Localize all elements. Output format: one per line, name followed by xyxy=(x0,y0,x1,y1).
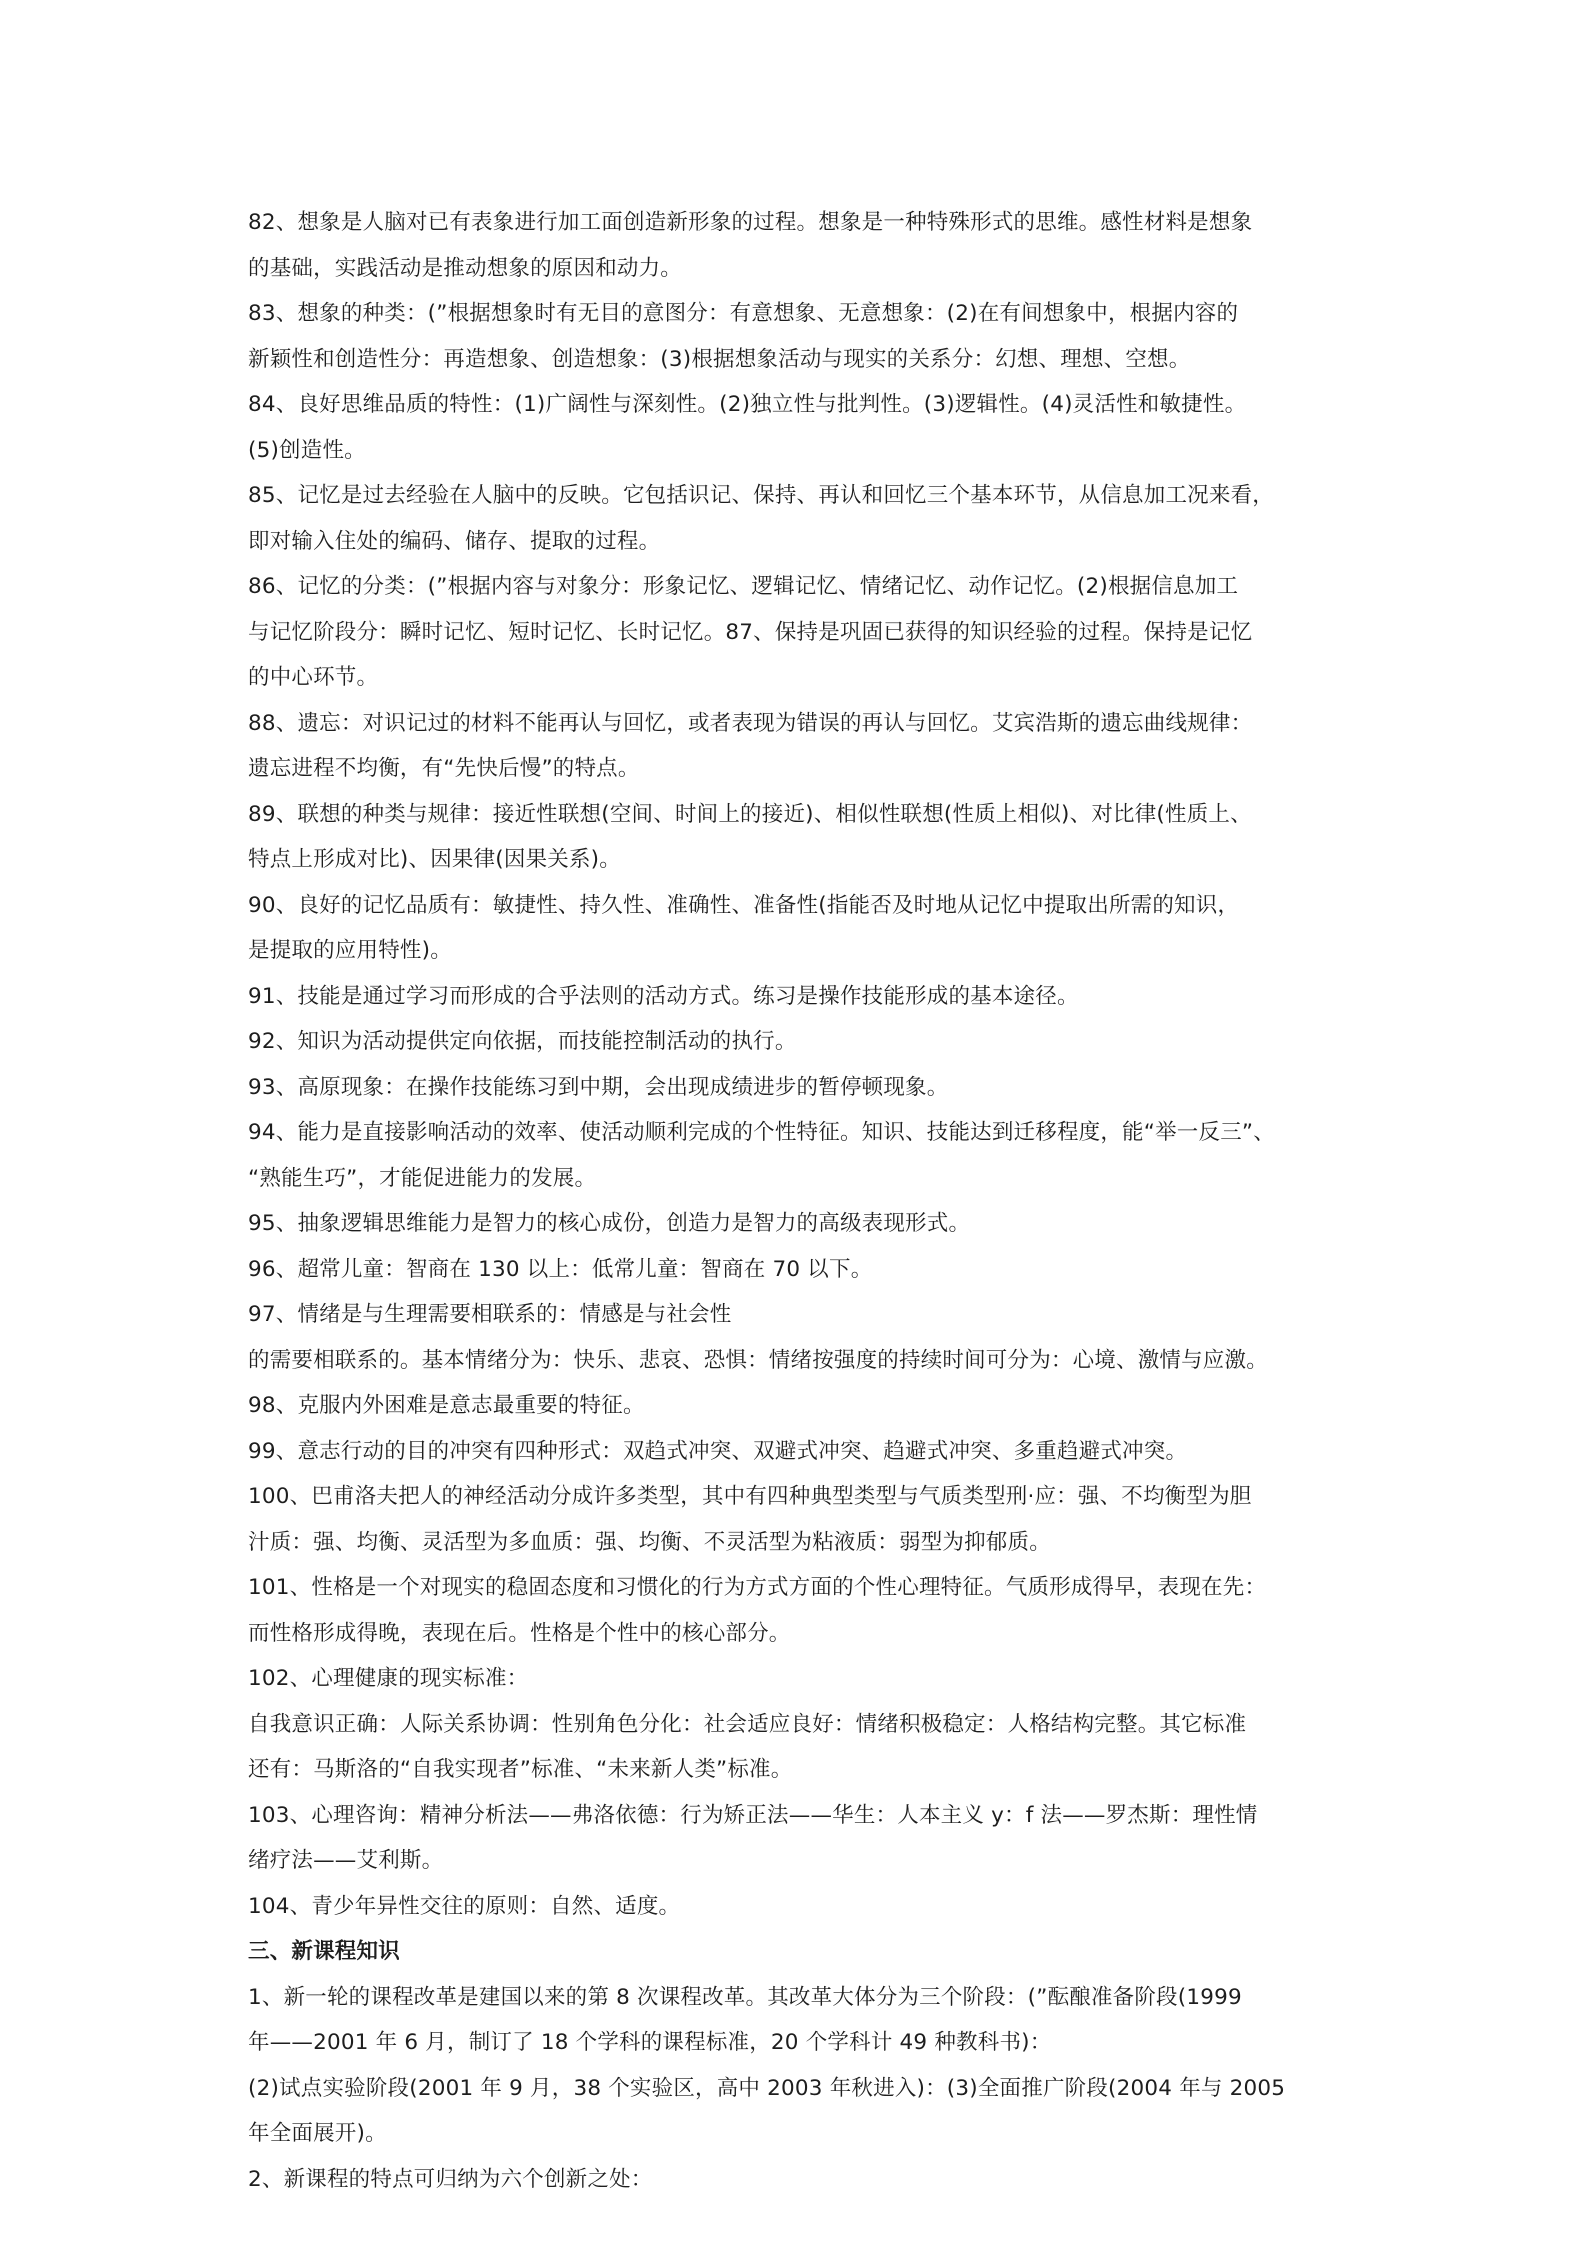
text-line: 的需要相联系的。基本情绪分为：快乐、悲哀、恐惧：情绪按强度的持续时间可分为：心境、激情与应激。 xyxy=(248,1347,1268,1373)
text-line: 95、抽象逻辑思维能力是智力的核心成份，创造力是智力的高级表现形式。 xyxy=(248,1211,971,1236)
text-line: 的基础，实践活动是推动想象的原因和动力。 xyxy=(248,255,683,281)
text-line: 98、克服内外困难是意志最重要的特征。 xyxy=(248,1393,645,1418)
text-line: 2、新课程的特点可归纳为六个创新之处： xyxy=(248,2166,653,2192)
text-line: 自我意识正确：人际关系协调：性别角色分化：社会适应良好：情绪积极稳定：人格结构完整。其它标准 xyxy=(248,1711,1247,1737)
text-line: 100、巴甫洛夫把人的神经活动分成许多类型，其中有四种典型类型与气质类型刑·应：强、不均衡型为胆 xyxy=(248,1484,1252,1509)
document-body xyxy=(248,200,1360,2202)
text-line: 与记忆阶段分：瞬时记忆、短时记忆、长时记忆。87、保持是巩固已获得的知识经验的过程。保持是记忆 xyxy=(248,619,1253,645)
text-line: 99、意志行动的目的冲突有四种形式：双趋式冲突、双避式冲突、趋避式冲突、多重趋避式冲突。 xyxy=(248,1438,1188,1464)
text-line: 102、心理健康的现实标准： xyxy=(248,1666,529,1691)
text-line: 1、新一轮的课程改革是建国以来的第 8 次课程改革。其改革大体分为三个阶段：(”酝酿准备阶段(1999 xyxy=(248,1984,1242,2010)
text-line: 92、知识为活动提供定向依据，而技能控制活动的执行。 xyxy=(248,1029,797,1054)
text-line: 还有：马斯洛的“自我实现者”标准、“未来新人类”标准。 xyxy=(248,1757,793,1782)
text-line: 94、能力是直接影响活动的效率、使活动顺利完成的个性特征。知识、技能达到迁移程度，能“举一反三”、 xyxy=(248,1120,1275,1145)
text-line: 而性格形成得晚，表现在后。性格是个性中的核心部分。 xyxy=(248,1620,791,1646)
text-line: 91、技能是通过学习而形成的合乎法则的活动方式。练习是操作技能形成的基本途径。 xyxy=(248,983,1079,1009)
text-line: 84、良好思维品质的特性：(1)广阔性与深刻性。(2)独立性与批判性。(3)逻辑性。(4)灵活性和敏捷性。 xyxy=(248,392,1247,417)
text-line: 遗忘进程不均衡，有“先快后慢”的特点。 xyxy=(248,756,640,781)
text-line: 绪疗法——艾利斯。 xyxy=(248,1848,444,1873)
section-heading: 三、新课程知识 xyxy=(248,1939,400,1964)
text-line: 93、高原现象：在操作技能练习到中期，会出现成绩进步的暂停顿现象。 xyxy=(248,1074,949,1100)
text-line: “熟能生巧”，才能促进能力的发展。 xyxy=(248,1165,597,1191)
text-line: 103、心理咨询：精神分析法——弗洛依德：行为矫正法——华生：人本主义 y：f 法——罗杰斯：理性情 xyxy=(248,1802,1258,1828)
text-line: 新颖性和创造性分：再造想象、创造想象：(3)根据想象活动与现实的关系分：幻想、理想、空想。 xyxy=(248,346,1191,372)
text-line: 特点上形成对比)、因果律(因果关系)。 xyxy=(248,847,621,872)
text-line: (5)创造性。 xyxy=(248,437,366,463)
text-line: 82、想象是人脑对已有表象进行加工面创造新形象的过程。想象是一种特殊形式的思维。感性材料是想象 xyxy=(248,210,1253,235)
text-line: 年全面展开)。 xyxy=(248,2121,387,2146)
text-line: 的中心环节。 xyxy=(248,665,379,690)
text-line: 90、良好的记忆品质有：敏捷性、持久性、准确性、准备性(指能否及时地从记忆中提取出所需的知识， xyxy=(248,892,1240,918)
text-line: 86、记忆的分类：(”根据内容与对象分：形象记忆、逻辑记忆、情绪记忆、动作记忆。(2)根据信息加工 xyxy=(248,574,1239,599)
text-line: (2)试点实验阶段(2001 年 9 月，38 个实验区，高中 2003 年秋进入)：(3)全面推广阶段(2004 年与 2005 xyxy=(248,2075,1286,2101)
text-line: 83、想象的种类：(”根据想象时有无目的意图分：有意想象、无意想象：(2)在有间想象中，根据内容的 xyxy=(248,301,1239,326)
text-line: 89、联想的种类与规律：接近性联想(空间、时间上的接近)、相似性联想(性质上相似)、对比律(性质上、 xyxy=(248,801,1252,827)
text-line: 年——2001 年 6 月，制订了 18 个学科的课程标准，20 个学科计 49 种教科书)： xyxy=(248,2030,1052,2055)
text-line: 即对输入住处的编码、储存、提取的过程。 xyxy=(248,528,661,554)
text-line: 汁质：强、均衡、灵活型为多血质：强、均衡、不灵活型为粘液质：弱型为抑郁质。 xyxy=(248,1529,1051,1555)
text-line: 88、遗忘：对识记过的材料不能再认与回忆，或者表现为错误的再认与回忆。艾宾浩斯的遗忘曲线规律： xyxy=(248,710,1253,736)
text-line: 97、情绪是与生理需要相联系的：情感是与社会性 xyxy=(248,1302,732,1327)
text-line: 96、超常儿童：智商在 130 以上：低常儿童：智商在 70 以下。 xyxy=(248,1256,873,1282)
text-line: 104、青少年异性交往的原则：自然、适度。 xyxy=(248,1893,681,1919)
text-line: 是提取的应用特性)。 xyxy=(248,938,452,963)
text-line: 85、记忆是过去经验在人脑中的反映。它包括识记、保持、再认和回忆三个基本环节，从信息加工况来看， xyxy=(248,483,1274,508)
text-line: 101、性格是一个对现实的稳固态度和习惯化的行为方式方面的个性心理特征。气质形成得早，表现在先： xyxy=(248,1575,1267,1600)
